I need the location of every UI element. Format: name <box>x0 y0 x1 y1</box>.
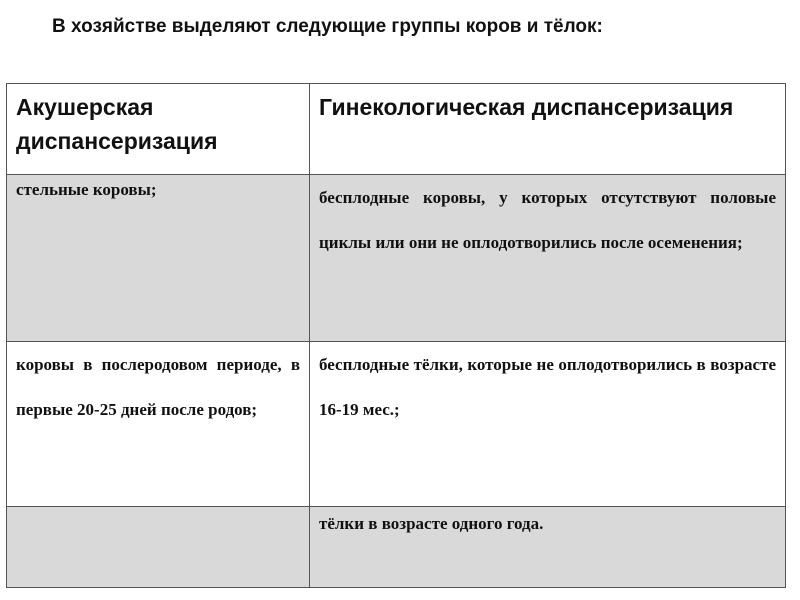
header-gynecological: Гинекологическая диспансеризация <box>310 84 786 175</box>
cell-obstetric <box>7 507 310 588</box>
cell-obstetric: стельные коровы; <box>7 175 310 342</box>
slide-title: В хозяйстве выделяют следующие группы коров и тёлок: <box>52 16 603 37</box>
table-row <box>7 175 786 342</box>
table-header-row <box>7 84 786 175</box>
header-obstetric: Акушерская диспансеризация <box>7 84 310 175</box>
table-row <box>7 342 786 507</box>
cell-gynecological: тёлки в возрасте одного года. <box>310 507 786 588</box>
table-row <box>7 507 786 588</box>
cell-gynecological: бесплодные тёлки, которые не оплодотворились в возрасте 16-19 мес.; <box>310 342 786 507</box>
cell-obstetric: коровы в послеродовом периоде, в первые 20-25 дней после родов; <box>7 342 310 507</box>
groups-table <box>6 83 786 588</box>
cell-gynecological: бесплодные коровы, у которых отсутствуют половые циклы или они не оплодотворились после осеменения; <box>310 175 786 342</box>
